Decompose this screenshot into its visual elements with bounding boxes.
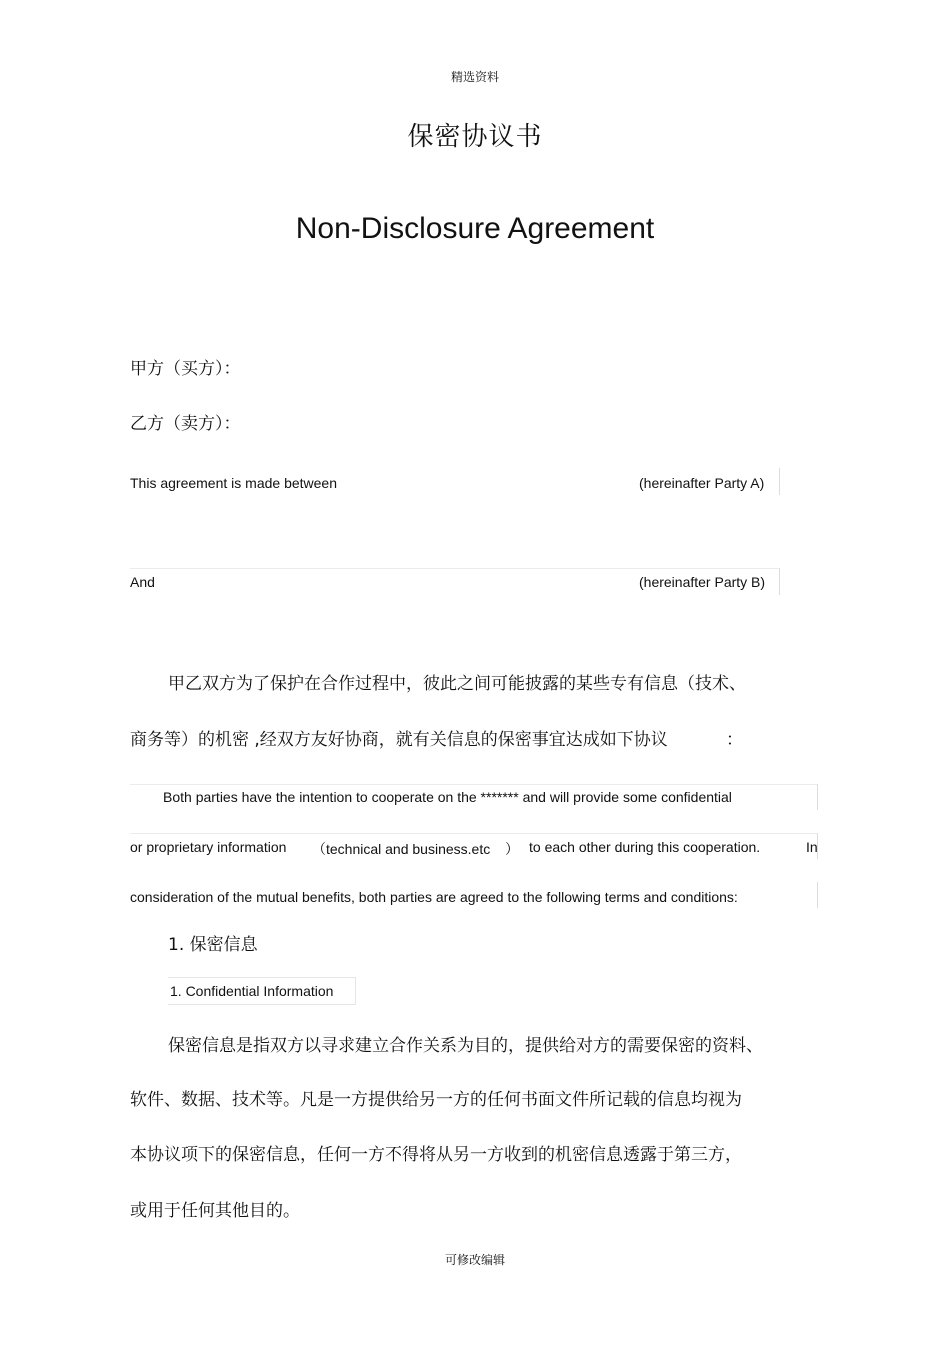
preamble-en-line-2b: （technical and business.etc [312, 841, 491, 857]
section-1-para-line-3: 本协议项下的保密信息，任何一方不得将从另一方收到的机密信息透露于第三方， [130, 1145, 742, 1165]
party-a-intro: This agreement is made between [130, 475, 337, 491]
preamble-en-line-2c: ） [505, 841, 519, 857]
party-b-label: 乙方（卖方）： [130, 414, 241, 434]
table-border [130, 568, 780, 569]
title-chinese: 保密协议书 [407, 122, 543, 152]
page-footer: 可修改编辑 [444, 1253, 505, 1267]
preamble-cn-colon: ： [726, 730, 743, 750]
table-border [130, 784, 818, 785]
table-border [817, 784, 818, 810]
preamble-cn-line-1: 甲乙双方为了保护在合作过程中，彼此之间可能披露的某些专有信息（技术、 [168, 674, 746, 694]
table-border [130, 833, 818, 834]
party-b-suffix: (hereinafter Party B) [639, 574, 766, 590]
table-border [779, 468, 780, 495]
section-1-para-line-2: 软件、数据、技术等。凡是一方提供给另一方的任何书面文件所记载的信息均视为 [130, 1090, 742, 1110]
title-english: Non-Disclosure Agreement [295, 212, 655, 245]
party-a-suffix: (hereinafter Party A) [639, 475, 765, 491]
page-header: 精选资料 [450, 70, 499, 84]
party-b-intro: And [130, 574, 155, 590]
table-border [779, 568, 780, 595]
table-border [817, 882, 818, 908]
party-a-label: 甲方（买方）： [130, 359, 241, 379]
section-1-para-line-1: 保密信息是指双方以寻求建立合作关系为目的，提供给对方的需要保密的资料、 [168, 1036, 763, 1056]
preamble-en-line-1: Both parties have the intention to cooperate on the ******* and will provide some confidential [163, 789, 732, 805]
section-1-para-line-4: 或用于任何其他目的。 [130, 1201, 300, 1221]
preamble-cn-line-2: 商务等）的机密 ,经双方友好协商，就有关信息的保密事宜达成如下协议 [130, 730, 668, 750]
preamble-en-line-2d: to each other during this cooperation. [529, 839, 761, 855]
preamble-en-line-2e: In [806, 839, 818, 855]
preamble-en-line-3: consideration of the mutual benefits, both parties are agreed to the following terms and conditions: [130, 889, 738, 905]
section-1-heading-en: 1. Confidential Information [170, 983, 334, 999]
preamble-en-line-2a: or proprietary information [130, 839, 287, 855]
section-1-heading-cn: 1. 保密信息 [168, 935, 258, 955]
